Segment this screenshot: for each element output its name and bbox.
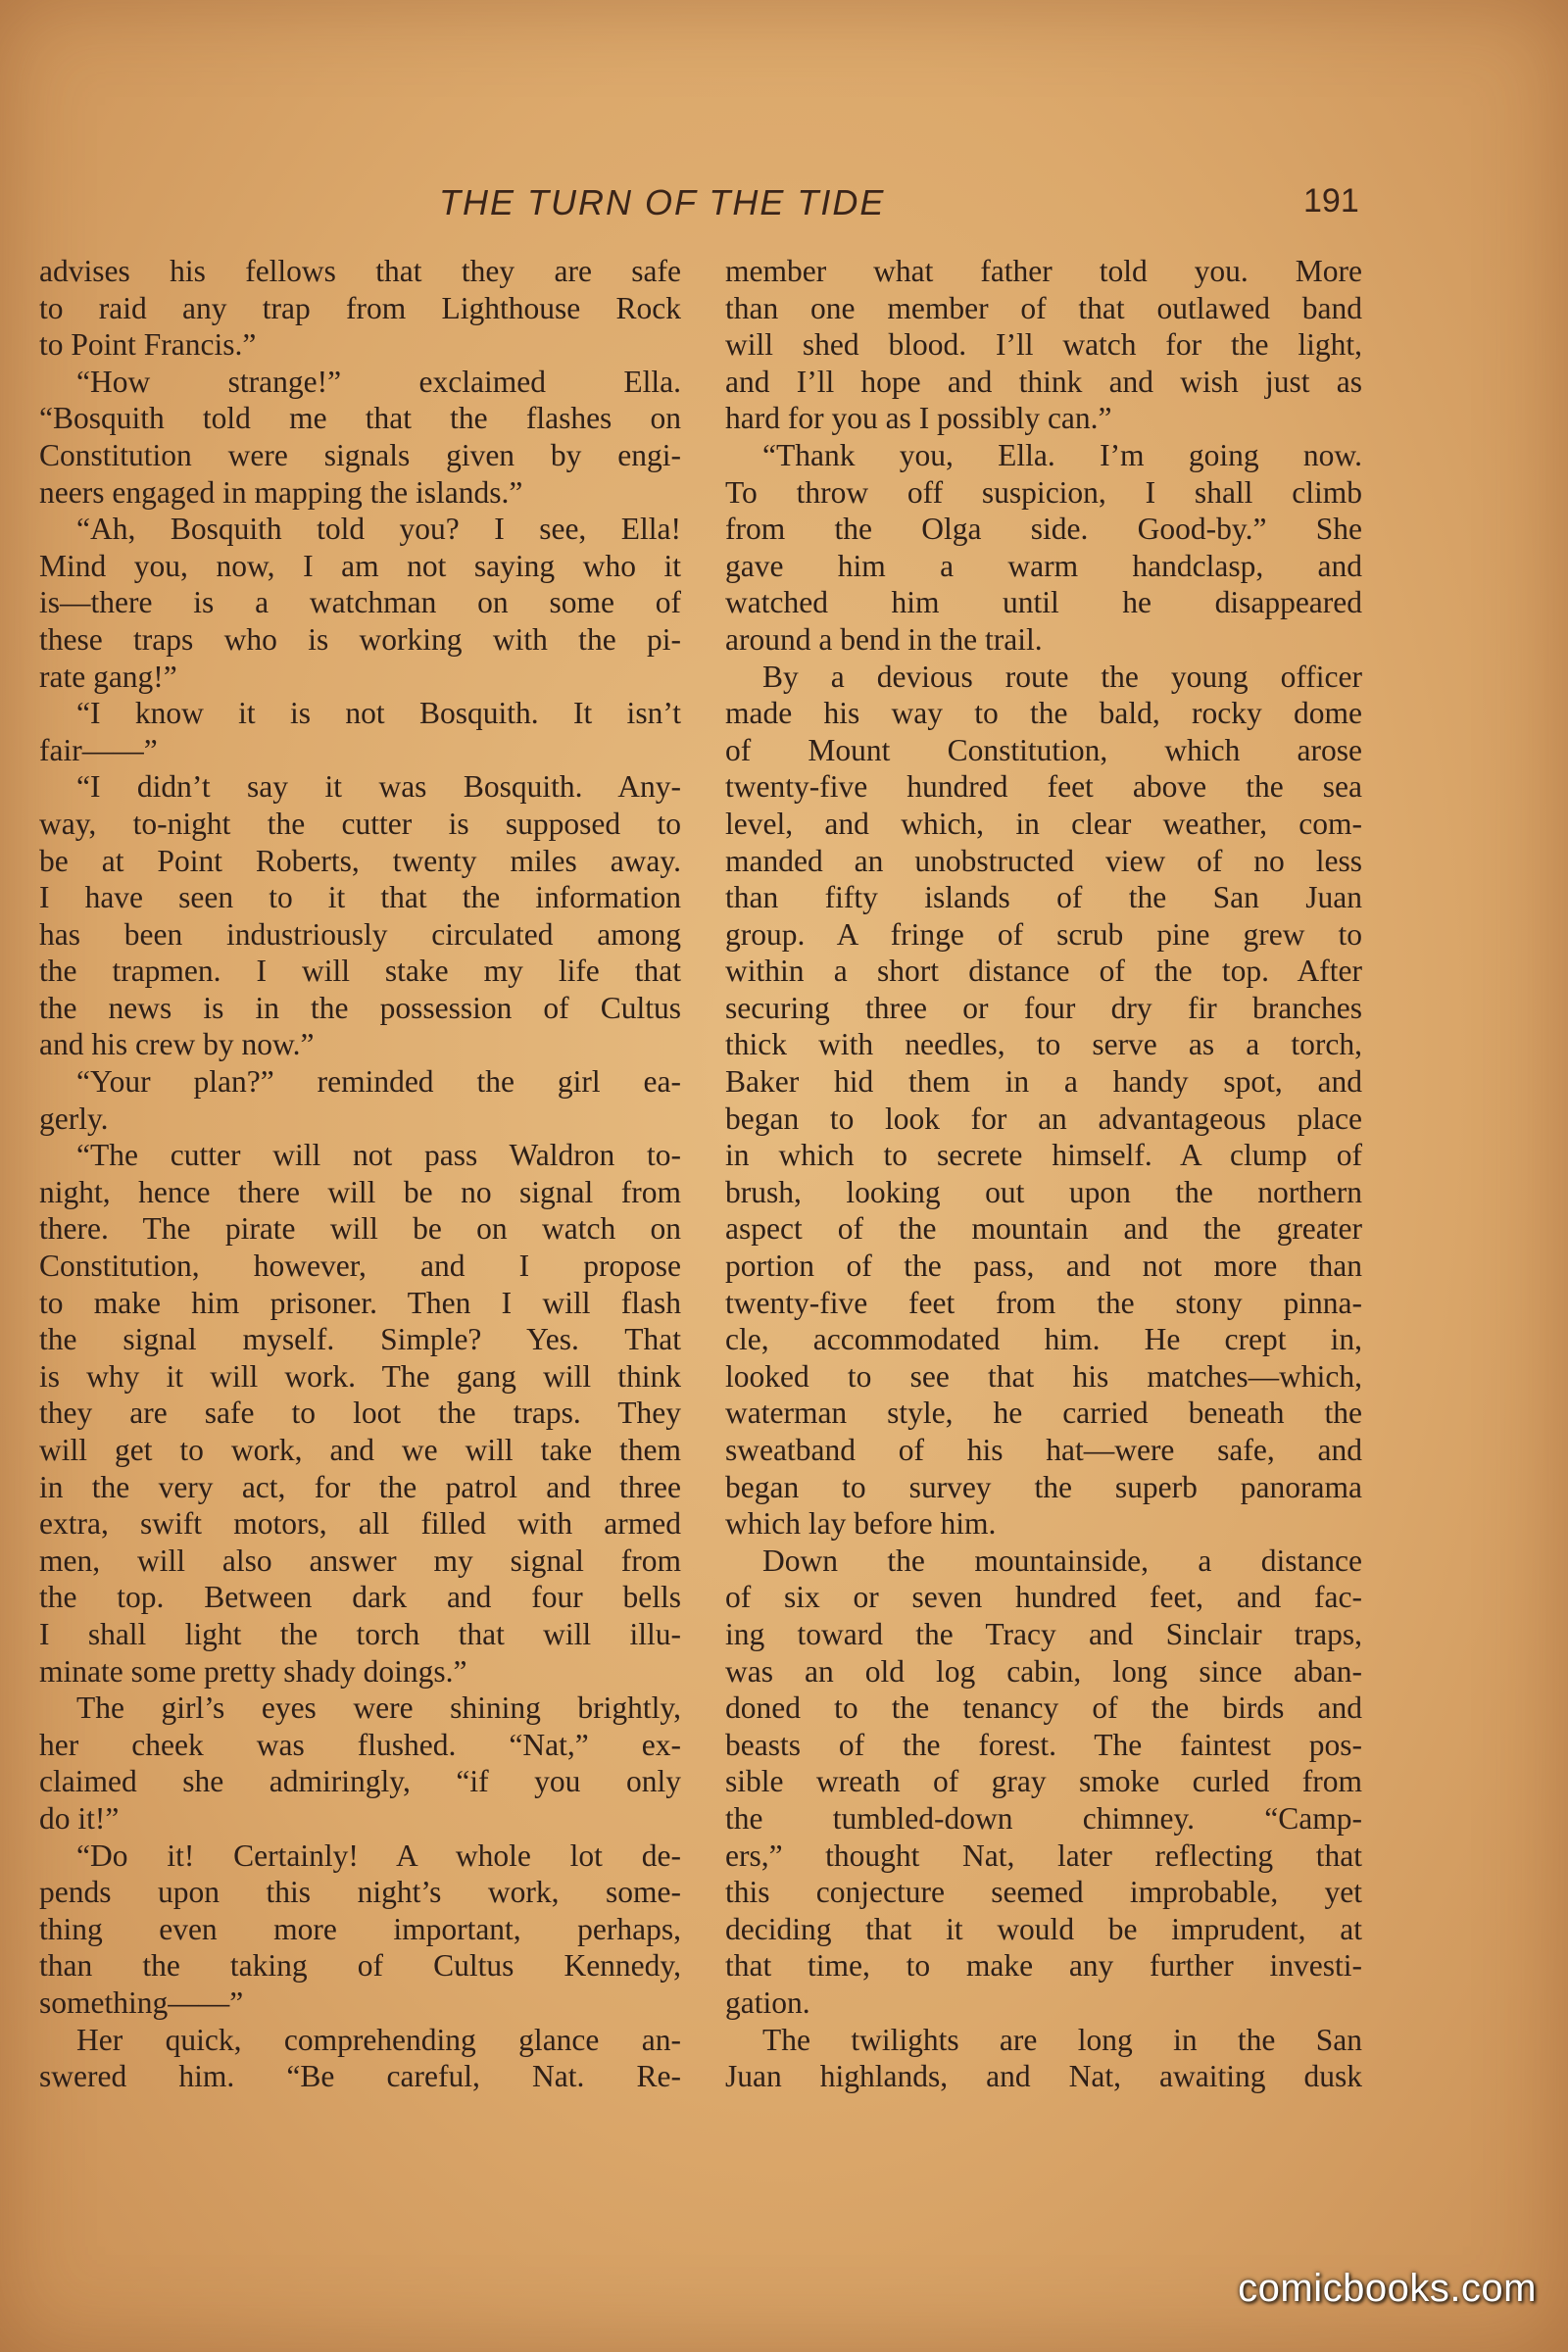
- text-line: Constitution were signals given by engi-: [39, 437, 681, 472]
- text-line: waterman style, he carried beneath the: [725, 1396, 1362, 1431]
- text-line: of Mount Constitution, which arose: [725, 732, 1362, 767]
- text-line: twenty-five hundred feet above the sea: [725, 769, 1362, 805]
- text-line: watched him until he disappeared: [725, 585, 1362, 620]
- text-line: gave him a warm handclasp, and: [725, 548, 1362, 583]
- text-line: rate gang!”: [39, 659, 177, 694]
- watermark-logo: comicbooks.com: [1238, 2267, 1537, 2310]
- text-line: gerly.: [39, 1101, 109, 1136]
- text-line: made his way to the bald, rocky dome: [725, 696, 1362, 731]
- text-line: The twilights are long in the San: [762, 2022, 1362, 2057]
- text-line: “Your plan?” reminded the girl ea-: [76, 1064, 681, 1100]
- text-line: is—there is a watchman on some of: [39, 585, 681, 620]
- text-line: “I know it is not Bosquith. It isn’t: [76, 696, 681, 731]
- text-line: the trapmen. I will stake my life that: [39, 954, 681, 989]
- text-line: doned to the tenancy of the birds and: [725, 1690, 1362, 1726]
- text-line: neers engaged in mapping the islands.”: [39, 474, 523, 510]
- text-line: member what father told you. More: [725, 254, 1362, 288]
- text-line: her cheek was flushed. “Nat,” ex-: [39, 1727, 681, 1762]
- text-line: than the taking of Cultus Kennedy,: [39, 1948, 681, 1984]
- left-text-column: [39, 253, 681, 2095]
- text-line: of six or seven hundred feet, and fac-: [725, 1580, 1362, 1615]
- text-line: Juan highlands, and Nat, awaiting dusk: [725, 2059, 1362, 2094]
- text-line: and I’ll hope and think and wish just as: [725, 364, 1362, 399]
- text-line: in which to secrete himself. A clump of: [725, 1138, 1362, 1173]
- text-line: cle, accommodated him. He crept in,: [725, 1322, 1362, 1357]
- text-line: they are safe to loot the traps. They: [39, 1396, 681, 1431]
- text-line: Down the mountainside, a distance: [762, 1543, 1362, 1578]
- text-line: has been industriously circulated among: [39, 916, 681, 952]
- text-line: I shall light the torch that will illu-: [39, 1616, 681, 1651]
- text-line: Constitution, however, and I propose: [39, 1249, 681, 1284]
- text-line: way, to-night the cutter is supposed to: [39, 806, 681, 841]
- text-line: ers,” thought Nat, later reflecting that: [725, 1838, 1362, 1873]
- page-number: 191: [1303, 182, 1359, 220]
- text-line: these traps who is working with the pi-: [39, 621, 681, 657]
- text-line: that time, to make any further investi-: [725, 1948, 1362, 1984]
- text-line: the tumbled-down chimney. “Camp-: [725, 1800, 1362, 1836]
- text-line: To throw off suspicion, I shall climb: [725, 474, 1362, 510]
- text-line: aspect of the mountain and the greater: [725, 1211, 1362, 1247]
- text-line: thick with needles, to serve as a torch,: [725, 1027, 1362, 1062]
- text-line: beasts of the forest. The faintest pos-: [725, 1727, 1362, 1762]
- text-line: swered him. “Be careful, Nat. Re-: [39, 2059, 681, 2094]
- text-line: to Point Francis.”: [39, 327, 257, 363]
- text-line: was an old log cabin, long since aban-: [725, 1653, 1362, 1689]
- text-line: sweatband of his hat—were safe, and: [725, 1433, 1362, 1467]
- text-line: night, hence there will be no signal from: [39, 1174, 681, 1209]
- text-line: “The cutter will not pass Waldron to-: [76, 1138, 681, 1173]
- text-line: the top. Between dark and four bells: [39, 1580, 681, 1615]
- text-line: around a bend in the trail.: [725, 621, 1043, 657]
- text-line: “Ah, Bosquith told you? I see, Ella!: [76, 512, 681, 547]
- text-line: securing three or four dry fir branches: [725, 990, 1362, 1025]
- text-line: and his crew by now.”: [39, 1027, 315, 1062]
- text-line: within a short distance of the top. After: [725, 954, 1362, 989]
- text-line: men, will also answer my signal from: [39, 1543, 681, 1578]
- text-line: manded an unobstructed view of no less: [725, 843, 1362, 878]
- text-line: looked to see that his matches—which,: [725, 1358, 1362, 1394]
- text-line: which lay before him.: [725, 1506, 997, 1542]
- text-line: pends upon this night’s work, some-: [39, 1875, 681, 1910]
- text-line: extra, swift motors, all filled with armed: [39, 1506, 681, 1542]
- text-line: thing even more important, perhaps,: [39, 1911, 681, 1946]
- text-line: gation.: [725, 1984, 810, 2020]
- text-line: level, and which, in clear weather, com-: [725, 806, 1362, 841]
- text-line: twenty-five feet from the stony pinna-: [725, 1285, 1362, 1320]
- text-line: portion of the pass, and not more than: [725, 1249, 1362, 1284]
- text-line: ing toward the Tracy and Sinclair traps,: [725, 1616, 1362, 1651]
- right-text-column: [725, 253, 1362, 2095]
- text-line: to make him prisoner. Then I will flash: [39, 1285, 681, 1320]
- running-head: [0, 182, 1568, 231]
- text-line: brush, looking out upon the northern: [725, 1174, 1362, 1209]
- running-title: THE TURN OF THE TIDE: [439, 182, 886, 222]
- text-line: began to survey the superb panorama: [725, 1469, 1362, 1504]
- text-line: to raid any trap from Lighthouse Rock: [39, 290, 681, 325]
- text-line: The girl’s eyes were shining brightly,: [76, 1690, 681, 1726]
- text-line: something——”: [39, 1984, 244, 2020]
- text-line: “Bosquith told me that the flashes on: [39, 401, 681, 436]
- text-line: will get to work, and we will take them: [39, 1433, 681, 1467]
- text-line: there. The pirate will be on watch on: [39, 1211, 681, 1247]
- text-line: hard for you as I possibly can.”: [725, 401, 1112, 436]
- text-line: deciding that it would be imprudent, at: [725, 1911, 1362, 1946]
- text-line: sible wreath of gray smoke curled from: [725, 1764, 1362, 1799]
- text-line: advises his fellows that they are safe: [39, 254, 681, 288]
- text-line: fair——”: [39, 732, 158, 767]
- text-line: than one member of that outlawed band: [725, 290, 1362, 325]
- text-line: be at Point Roberts, twenty miles away.: [39, 843, 681, 878]
- text-line: do it!”: [39, 1800, 120, 1836]
- text-line: By a devious route the young officer: [762, 659, 1362, 694]
- text-line: the news is in the possession of Cultus: [39, 990, 681, 1025]
- text-line: claimed she admiringly, “if you only: [39, 1764, 681, 1799]
- text-line: began to look for an advantageous place: [725, 1101, 1362, 1136]
- text-line: group. A fringe of scrub pine grew to: [725, 916, 1362, 952]
- text-line: I have seen to it that the information: [39, 880, 681, 915]
- text-line: “Do it! Certainly! A whole lot de-: [76, 1838, 681, 1873]
- text-line: “How strange!” exclaimed Ella.: [76, 364, 681, 399]
- text-line: is why it will work. The gang will think: [39, 1358, 681, 1394]
- text-line: Her quick, comprehending glance an-: [76, 2022, 681, 2057]
- text-line: the signal myself. Simple? Yes. That: [39, 1322, 681, 1357]
- text-line: in the very act, for the patrol and three: [39, 1469, 681, 1504]
- text-line: minate some pretty shady doings.”: [39, 1653, 467, 1689]
- text-line: will shed blood. I’ll watch for the light,: [725, 327, 1362, 363]
- text-line: “Thank you, Ella. I’m going now.: [762, 437, 1362, 472]
- text-line: this conjecture seemed improbable, yet: [725, 1875, 1362, 1910]
- text-line: than fifty islands of the San Juan: [725, 880, 1362, 915]
- text-line: Baker hid them in a handy spot, and: [725, 1064, 1362, 1100]
- text-line: from the Olga side. Good-by.” She: [725, 512, 1362, 547]
- text-line: “I didn’t say it was Bosquith. Any-: [76, 769, 681, 805]
- text-line: Mind you, now, I am not saying who it: [39, 548, 681, 583]
